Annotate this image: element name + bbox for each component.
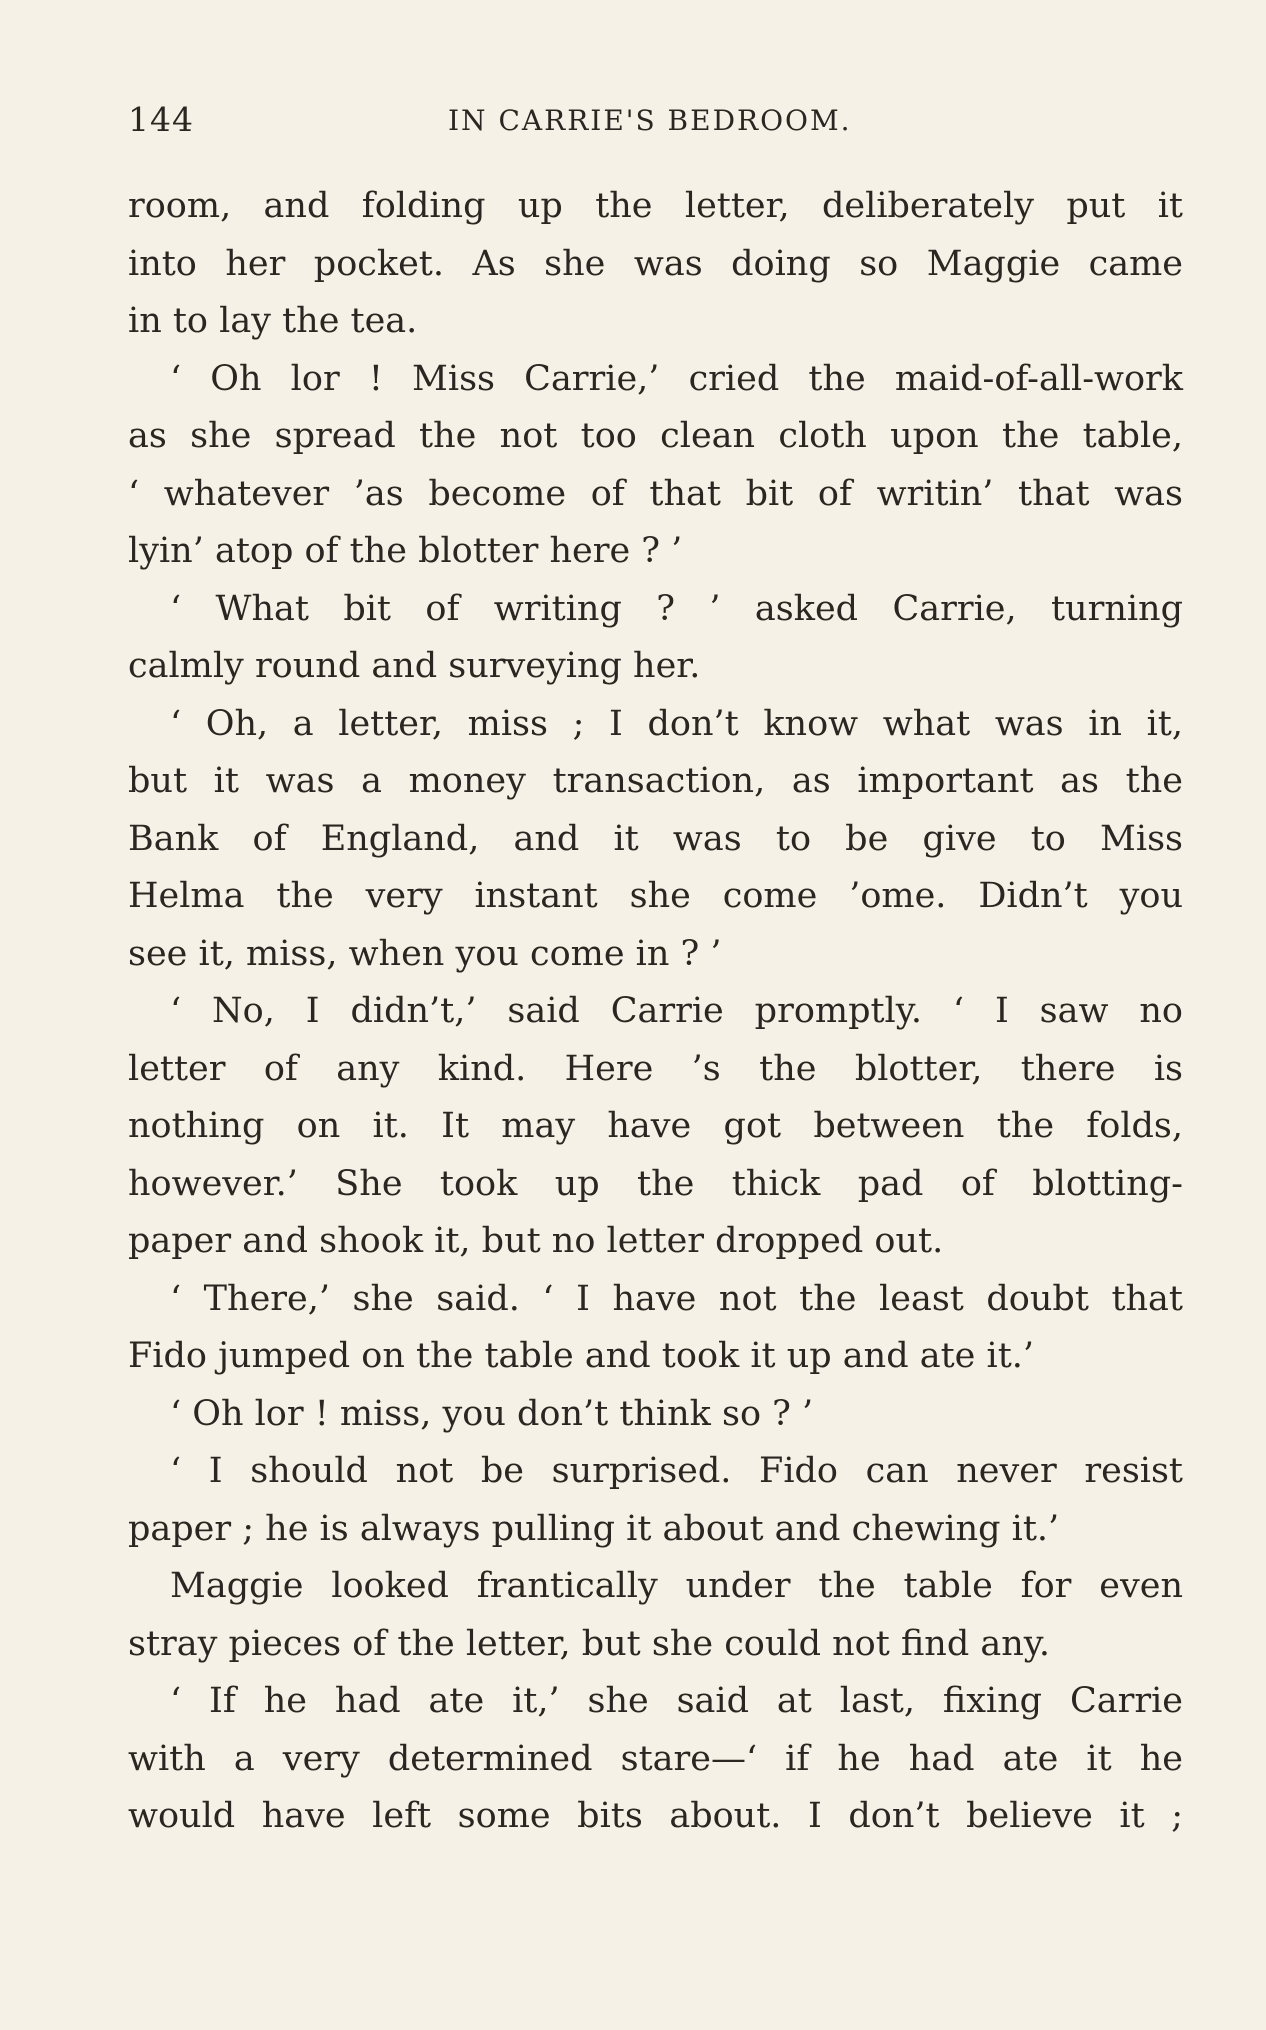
body-text bbox=[128, 178, 1183, 1846]
text-line-13: Helma the very instant she come ’ome. Didn’t you bbox=[128, 876, 1183, 916]
text-line-7: lyin’ atop of the blotter here ? ’ bbox=[128, 531, 683, 571]
text-line-21: Fido jumped on the table and took it up and ate it.’ bbox=[128, 1336, 1035, 1376]
page-number: 144 bbox=[128, 100, 194, 139]
text-line-10: ‘ Oh, a letter, miss ; I don’t know what was in it, bbox=[170, 703, 1183, 744]
text-line-17: nothing on it. It may have got between the folds, bbox=[128, 1106, 1183, 1146]
text-line-18: however.’ She took up the thick pad of blotting- bbox=[128, 1163, 1183, 1204]
text-line-4: ‘ Oh lor ! Miss Carrie,’ cried the maid-of-all-work bbox=[170, 358, 1183, 399]
text-line-28: with a very determined stare—‘ if he had ate it he bbox=[128, 1738, 1183, 1779]
text-line-26: stray pieces of the letter, but she could not find any. bbox=[128, 1623, 1051, 1664]
text-line-6: ‘ whatever ’as become of that bit of writin’ that was bbox=[128, 473, 1183, 514]
running-head: IN CARRIE'S BEDROOM. bbox=[448, 104, 852, 137]
text-line-25: Maggie looked frantically under the table for even bbox=[170, 1566, 1183, 1606]
text-line-16: letter of any kind. Here ’s the blotter, there is bbox=[128, 1048, 1183, 1089]
text-line-15: ‘ No, I didn’t,’ said Carrie promptly. ‘ I saw no bbox=[170, 991, 1183, 1031]
text-line-14: see it, miss, when you come in ? ’ bbox=[128, 933, 722, 974]
text-line-8: ‘ What bit of writing ? ’ asked Carrie, turning bbox=[170, 588, 1183, 629]
text-line-27: ‘ If he had ate it,’ she said at last, fixing Carrie bbox=[170, 1681, 1183, 1721]
text-line-9: calmly round and surveying her. bbox=[128, 646, 701, 686]
text-line-20: ‘ There,’ she said. ‘ I have not the least doubt that bbox=[170, 1278, 1183, 1319]
text-line-1: room, and folding up the letter, deliberately put it bbox=[128, 186, 1183, 226]
text-line-19: paper and shook it, but no letter dropped out. bbox=[128, 1221, 944, 1261]
text-line-3: in to lay the tea. bbox=[128, 301, 418, 341]
text-line-24: paper ; he is always pulling it about and chewing it.’ bbox=[128, 1508, 1060, 1549]
page-header bbox=[128, 100, 1183, 150]
text-line-23: ‘ I should not be surprised. Fido can never resist bbox=[170, 1451, 1183, 1491]
text-line-29: would have left some bits about. I don’t believe it ; bbox=[128, 1796, 1183, 1836]
text-line-12: Bank of England, and it was to be give to Miss bbox=[128, 818, 1183, 859]
text-line-5: as she spread the not too clean cloth upon the table, bbox=[128, 416, 1183, 456]
text-line-22: ‘ Oh lor ! miss, you don’t think so ? ’ bbox=[170, 1393, 814, 1434]
text-line-11: but it was a money transaction, as important as the bbox=[128, 761, 1183, 801]
text-line-2: into her pocket. As she was doing so Maggie came bbox=[128, 243, 1183, 284]
